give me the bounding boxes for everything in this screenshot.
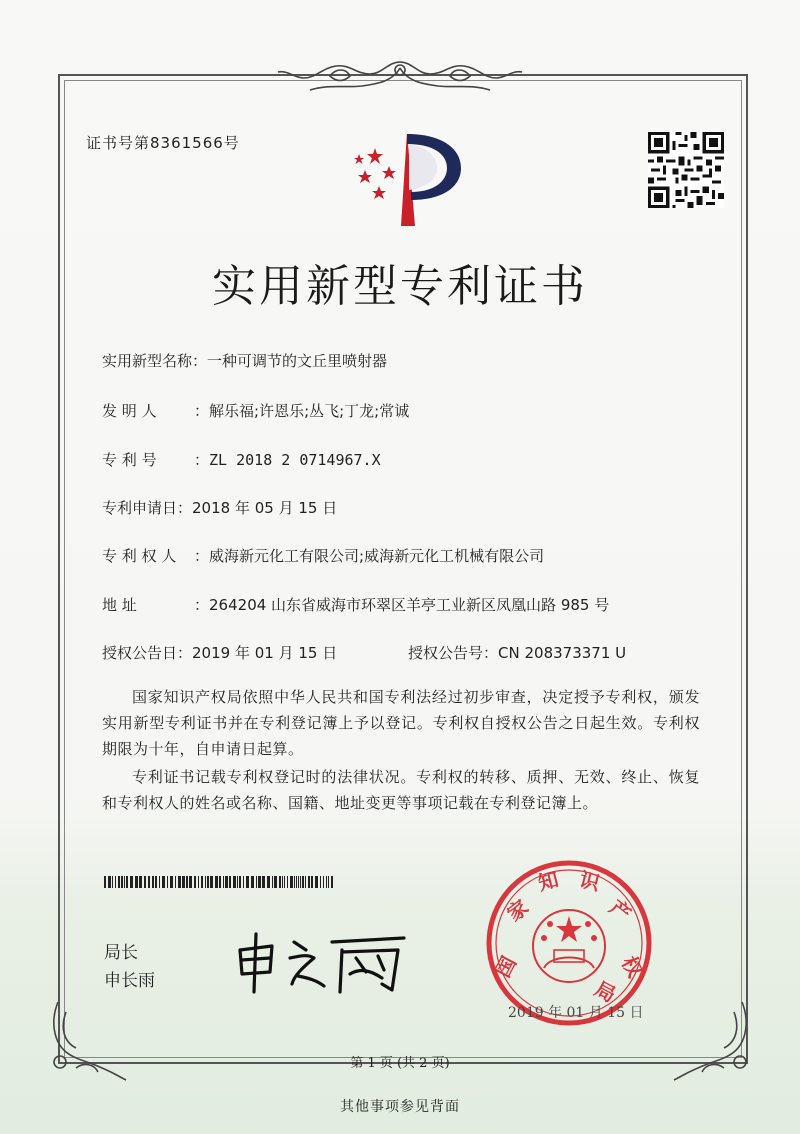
field-label: 实用新型名称： [102, 352, 208, 370]
paragraph-grant: 国家知识产权局依照中华人民共和国专利法经过初步审查，决定授予专利权，颁发实用新型专利证书并在专利登记簿上予以登记。专利权自授权公告之日起生效。专利权期限为十年，自申请日起算。 [102, 688, 700, 758]
field-filing-date [102, 497, 337, 518]
field-label [102, 545, 194, 566]
certificate-number: 证书号第8361566号 [86, 134, 240, 152]
label-char: 明 [121, 402, 137, 420]
field-value: 2018 年 05 月 15 日 [192, 499, 338, 517]
seal-char: 知 [535, 867, 561, 896]
footer-note: 其他事项参见背面 [340, 1099, 460, 1115]
certificate-title: 实用新型专利证书 [212, 261, 588, 312]
field-value: CN 208373371 U [498, 644, 627, 662]
seal-date: 2019 年 01 月 15 日 [508, 1005, 644, 1021]
signatory-name: 申长雨 [104, 971, 155, 991]
label-char: 人 [141, 402, 157, 420]
signatory-title: 局长 [104, 943, 138, 963]
qr-code-icon [648, 132, 724, 208]
label-char: 号 [141, 451, 157, 469]
field-label [102, 449, 194, 470]
field-patent-number: 专 利 号 ：ZL 2018 2 0714967.X [102, 451, 381, 469]
seal-char: 国 [490, 952, 522, 982]
field-label [102, 400, 194, 421]
seal-char: 局 [590, 976, 620, 1008]
field-inventors: 发 明 人 ：解乐福;许恩乐;丛飞;丁龙;常诚 [102, 402, 410, 420]
label-char: 发 [102, 402, 118, 420]
field-value: 264204 山东省威海市环翠区羊亭工业新区凤凰山路 985 号 [209, 596, 610, 614]
field-address: 地 址 ：264204 山东省威海市环翠区羊亭工业新区凤凰山路 985 号 [102, 596, 610, 614]
seal-char: 识 [577, 867, 603, 896]
barcode-icon [104, 876, 336, 888]
paragraph-legal-status: 专利证书记载专利权登记时的法律状况。专利权的转移、质押、无效、终止、恢复和专利权人的姓名或名称、国籍、地址变更等事项记载在专利登记簿上。 [102, 768, 700, 812]
seal-char: 产 [605, 894, 636, 927]
field-value: ZL 2018 2 0714967.X [209, 451, 381, 469]
field-value: 威海新元化工有限公司;威海新元化工机械有限公司 [209, 547, 545, 565]
field-label: 授权公告日： [102, 644, 193, 662]
label-char: 专 [102, 547, 118, 565]
field-value: 2019 年 01 月 15 日 [192, 644, 338, 662]
field-value: 解乐福;许恩乐;丛飞;丁龙;常诚 [209, 402, 410, 420]
handwritten-signature-icon [232, 928, 412, 998]
seal-char: 权 [616, 952, 648, 982]
cnipa-logo-icon [345, 130, 465, 230]
field-label [102, 594, 194, 615]
field-announcement-number [408, 642, 626, 663]
field-announcement-date [102, 642, 337, 663]
field-utility-model-name [102, 350, 387, 371]
field-value: 一种可调节的文丘里喷射器 [207, 352, 388, 370]
seal-char: 家 [502, 894, 533, 927]
label-char: 址 [121, 596, 137, 614]
page-number: 第 1 页 (共 2 页) [350, 1056, 450, 1071]
label-char: 专 [102, 451, 118, 469]
label-char: 利 [121, 547, 137, 565]
field-patentee: 专 利 权 人 ：威海新元化工有限公司;威海新元化工机械有限公司 [102, 547, 545, 565]
label-char: 利 [121, 451, 137, 469]
field-label: 专利申请日： [102, 499, 193, 517]
label-char: 权 [141, 547, 157, 565]
top-ornament-icon [270, 56, 530, 100]
label-char: 人 [161, 547, 177, 565]
label-char: 地 [102, 596, 118, 614]
field-label: 授权公告号： [408, 644, 499, 662]
